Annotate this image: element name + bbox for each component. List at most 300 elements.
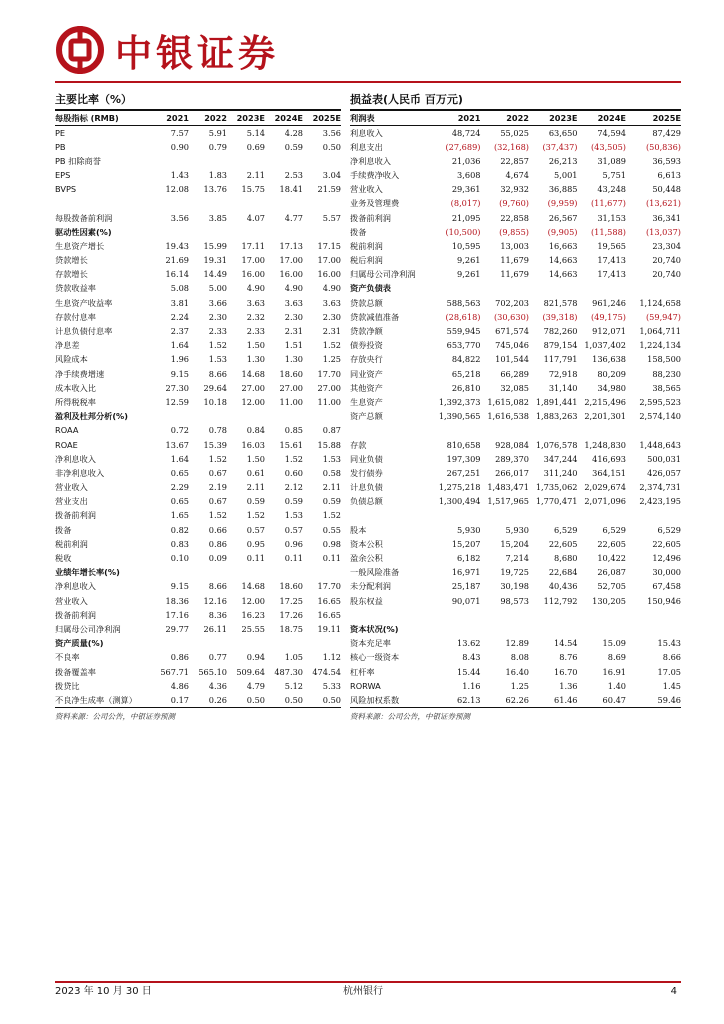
cell-value: 14.68 xyxy=(241,581,265,592)
cell-value: 2,374,731 xyxy=(639,482,681,493)
cell-value xyxy=(481,608,530,622)
row-label: 净息差 xyxy=(55,340,80,351)
table-row xyxy=(350,423,681,437)
cell-value: 1,076,578 xyxy=(535,439,578,450)
cell-value: 8.08 xyxy=(510,652,529,663)
row-label: 负债总额 xyxy=(350,496,383,507)
cell-value: 3,608 xyxy=(457,169,481,180)
cell-value: 426,057 xyxy=(647,467,681,478)
cell-value: 27.00 xyxy=(279,382,303,393)
cell-value: 17.05 xyxy=(657,666,681,677)
cell-value: 14.68 xyxy=(241,368,265,379)
column-header-year: 2021 xyxy=(432,111,481,126)
cell-value xyxy=(265,409,303,423)
table-row xyxy=(350,182,681,196)
cell-value: 27.00 xyxy=(241,382,265,393)
cell-value: 59.46 xyxy=(626,693,681,708)
row-label: 拨贷比 xyxy=(55,680,80,691)
cell-value: 0.50 xyxy=(265,693,303,708)
column-header-year: 2024E xyxy=(265,111,303,126)
cell-value: (13,621) xyxy=(645,198,681,209)
cell-value: 0.86 xyxy=(208,538,227,549)
cell-value: 0.67 xyxy=(208,467,227,478)
cell-value xyxy=(189,636,227,650)
cell-value: 2,201,301 xyxy=(584,411,626,422)
section-header-row xyxy=(55,225,341,239)
row-label: 风险成本 xyxy=(55,354,88,365)
cell-value: 3.63 xyxy=(322,297,341,308)
table-row xyxy=(350,239,681,253)
table-row xyxy=(55,693,341,708)
income-statement-table xyxy=(350,111,681,708)
cell-value: 1.53 xyxy=(208,354,227,365)
cell-value: 1.36 xyxy=(559,680,578,691)
row-label: 归属母公司净利润 xyxy=(350,269,416,280)
row-label: 生息资产 xyxy=(350,396,383,407)
cell-value: 0.57 xyxy=(246,524,265,535)
table-row xyxy=(350,367,681,381)
column-header-year: 2021 xyxy=(151,111,189,126)
table-row xyxy=(55,253,341,267)
cell-value: 0.98 xyxy=(322,538,341,549)
table-row xyxy=(55,679,341,693)
table-row xyxy=(350,466,681,480)
row-label: 营业收入 xyxy=(55,482,88,493)
cell-value: 0.58 xyxy=(322,467,341,478)
row-label: ROAE xyxy=(55,439,78,450)
cell-value: (9,959) xyxy=(547,198,578,209)
cell-value: (27,689) xyxy=(445,141,481,152)
cell-value: 364,151 xyxy=(592,467,626,478)
table-row xyxy=(55,466,341,480)
row-label: 资产负债表 xyxy=(350,283,391,294)
cell-value: 5,001 xyxy=(554,169,578,180)
cell-value: 1,037,402 xyxy=(584,340,626,351)
cell-value: 1,300,494 xyxy=(438,496,481,507)
cell-value: 15.44 xyxy=(457,666,481,677)
cell-value: 2,574,140 xyxy=(639,411,681,422)
cell-value: 90,071 xyxy=(451,595,481,606)
table-row xyxy=(350,452,681,466)
cell-value: (11,677) xyxy=(590,198,626,209)
cell-value: 0.11 xyxy=(322,553,341,564)
cell-value: (13,037) xyxy=(645,226,681,237)
cell-value: 30,000 xyxy=(652,567,681,578)
cell-value xyxy=(151,636,189,650)
cell-value: 5.08 xyxy=(170,283,189,294)
cell-value xyxy=(265,196,303,210)
table-row xyxy=(55,154,341,168)
cell-value xyxy=(189,409,227,423)
table-row xyxy=(55,664,341,678)
table-row xyxy=(55,395,341,409)
cell-value: 16.03 xyxy=(241,439,265,450)
cell-value xyxy=(578,508,627,522)
cell-value xyxy=(151,154,189,168)
cell-value xyxy=(303,196,341,210)
cell-value xyxy=(432,622,481,636)
cell-value: 26.11 xyxy=(203,623,227,634)
table-row xyxy=(350,608,681,622)
row-label: 同业资产 xyxy=(350,368,383,379)
cell-value xyxy=(432,608,481,622)
cell-value: 4.36 xyxy=(208,680,227,691)
row-label: 税前利润 xyxy=(350,240,383,251)
cell-value: 13.62 xyxy=(457,638,481,649)
table-row xyxy=(350,409,681,423)
cell-value: 21,036 xyxy=(451,155,481,166)
table-row xyxy=(350,679,681,693)
cell-value: 12,496 xyxy=(652,553,681,564)
row-label: 利息收入 xyxy=(350,127,383,138)
cell-value: 1.53 xyxy=(322,453,341,464)
cell-value: 34,980 xyxy=(597,382,626,393)
row-label: 拨备前利润 xyxy=(55,609,96,620)
row-label: 贷款净额 xyxy=(350,326,383,337)
cell-value: 0.11 xyxy=(284,553,303,564)
cell-value: 961,246 xyxy=(592,297,626,308)
table-row xyxy=(350,395,681,409)
section-header-row xyxy=(55,565,341,579)
row-label xyxy=(350,423,432,437)
cell-value xyxy=(481,508,530,522)
cell-value: 15.39 xyxy=(203,439,227,450)
row-label: 存放央行 xyxy=(350,354,383,365)
cell-value: 18.41 xyxy=(279,184,303,195)
cell-value: 16,663 xyxy=(548,240,578,251)
cell-value: 1.25 xyxy=(322,354,341,365)
cell-value: 4,674 xyxy=(505,169,529,180)
table-row xyxy=(350,508,681,522)
cell-value: 36,341 xyxy=(652,212,681,223)
cell-value: 1.96 xyxy=(170,354,189,365)
cell-value: 2.24 xyxy=(170,311,189,322)
table-row xyxy=(55,551,341,565)
cell-value: 12.89 xyxy=(505,638,529,649)
cell-value xyxy=(529,281,578,295)
cell-value: 55,025 xyxy=(500,127,529,138)
row-label: 贷款减值准备 xyxy=(350,311,400,322)
cell-value: 17.15 xyxy=(317,240,341,251)
cell-value: 1.12 xyxy=(322,652,341,663)
cell-value: 8.66 xyxy=(208,581,227,592)
row-label xyxy=(350,508,432,522)
cell-value: 19.31 xyxy=(203,255,227,266)
cell-value xyxy=(265,225,303,239)
cell-value: 60.47 xyxy=(578,693,627,708)
cell-value: 500,031 xyxy=(647,453,681,464)
cell-value: 11,679 xyxy=(500,269,529,280)
cell-value: 18.75 xyxy=(279,623,303,634)
table-row xyxy=(55,281,341,295)
cell-value: 1,517,965 xyxy=(487,496,529,507)
cell-value: (49,175) xyxy=(590,311,626,322)
cell-value: 10,422 xyxy=(597,553,626,564)
table-row xyxy=(55,423,341,437)
cell-value: 1.52 xyxy=(284,453,303,464)
cell-value: 14,663 xyxy=(548,269,578,280)
column-header-year: 2023E xyxy=(227,111,265,126)
cell-value: 26,567 xyxy=(548,212,578,223)
cell-value: 17.26 xyxy=(279,609,303,620)
cell-value xyxy=(227,225,265,239)
cell-value: 0.96 xyxy=(284,538,303,549)
row-label: 净利息收入 xyxy=(55,453,96,464)
cell-value: (10,500) xyxy=(445,226,481,237)
table-row xyxy=(350,565,681,579)
table-row xyxy=(55,367,341,381)
cell-value: 0.10 xyxy=(170,553,189,564)
cell-value: 12.08 xyxy=(165,184,189,195)
row-label: 拨备 xyxy=(55,524,72,535)
cell-value: 67,458 xyxy=(652,581,681,592)
cell-value: 6,613 xyxy=(657,169,681,180)
row-label: 拨备前利润 xyxy=(350,212,391,223)
cell-value: 101,544 xyxy=(495,354,529,365)
table-row xyxy=(55,452,341,466)
cell-value: 0.59 xyxy=(284,496,303,507)
cell-value: 0.59 xyxy=(322,496,341,507)
table-row xyxy=(350,636,681,650)
row-label: 所得税税率 xyxy=(55,396,96,407)
table-row xyxy=(350,480,681,494)
cell-value: (9,855) xyxy=(499,226,529,237)
cell-value: 136,638 xyxy=(592,354,626,365)
cell-value: 5.12 xyxy=(284,680,303,691)
cell-value: 2,595,523 xyxy=(639,396,681,407)
table-row xyxy=(350,296,681,310)
cell-value: 20,740 xyxy=(652,255,681,266)
cell-value: 559,945 xyxy=(446,326,481,337)
cell-value: 7,214 xyxy=(505,553,529,564)
cell-value: 0.66 xyxy=(208,524,227,535)
cell-value: 22,857 xyxy=(500,155,529,166)
cell-value: 38,565 xyxy=(652,382,681,393)
header-rule xyxy=(55,81,681,83)
cell-value: 19,565 xyxy=(597,240,626,251)
cell-value: 15.43 xyxy=(657,638,681,649)
cell-value: 7.57 xyxy=(170,127,189,138)
cell-value: 5.00 xyxy=(208,283,227,294)
cell-value: 416,693 xyxy=(592,453,626,464)
table-row xyxy=(350,196,681,210)
cell-value: 16.00 xyxy=(241,269,265,280)
cell-value: 1.25 xyxy=(510,680,529,691)
cell-value: 2.30 xyxy=(284,311,303,322)
cell-value: 1.52 xyxy=(322,340,341,351)
cell-value: 8,680 xyxy=(554,553,578,564)
cell-value: 2.33 xyxy=(208,326,227,337)
column-header-year: 2022 xyxy=(481,111,530,126)
cell-value xyxy=(151,409,189,423)
cell-value: 0.60 xyxy=(284,467,303,478)
row-label: 股东权益 xyxy=(350,595,383,606)
row-label xyxy=(55,196,151,210)
cell-value xyxy=(151,196,189,210)
row-label: 计息负债付息率 xyxy=(55,326,113,337)
ratios-title: 主要比率（%） xyxy=(55,93,133,106)
cell-value: 84,822 xyxy=(451,354,481,365)
cell-value: 1.45 xyxy=(662,680,681,691)
cell-value: 1.64 xyxy=(170,453,189,464)
cell-value xyxy=(189,196,227,210)
column-header-year: 2025E xyxy=(626,111,681,126)
cell-value: 0.55 xyxy=(322,524,341,535)
cell-value: 2.19 xyxy=(208,482,227,493)
cell-value: 21.69 xyxy=(165,255,189,266)
cell-value xyxy=(529,622,578,636)
cell-value: 22,684 xyxy=(548,567,578,578)
cell-value: 16.00 xyxy=(279,269,303,280)
cell-value: 5.57 xyxy=(322,212,341,223)
row-label: 不良净生成率（测算） xyxy=(55,693,151,708)
row-label: 杠杆率 xyxy=(350,666,375,677)
cell-value: 2.53 xyxy=(284,169,303,180)
cell-value: (39,318) xyxy=(542,311,578,322)
cell-value: 50,448 xyxy=(652,184,681,195)
cell-value: 18.36 xyxy=(165,595,189,606)
cell-value: 912,071 xyxy=(592,326,626,337)
table-row xyxy=(55,324,341,338)
row-label: 营业收入 xyxy=(350,184,383,195)
cell-value: 16.70 xyxy=(554,666,578,677)
cell-value: 0.65 xyxy=(170,496,189,507)
cell-value: 8.76 xyxy=(559,652,578,663)
cell-value: 2.30 xyxy=(208,311,227,322)
cell-value: 3.04 xyxy=(322,169,341,180)
cell-value: 821,578 xyxy=(543,297,578,308)
cell-value: (59,947) xyxy=(645,311,681,322)
cell-value: 14,663 xyxy=(548,255,578,266)
row-label: 税后利润 xyxy=(350,255,383,266)
cell-value: 0.86 xyxy=(170,652,189,663)
cell-value: 30,198 xyxy=(500,581,529,592)
table-row xyxy=(55,594,341,608)
row-label: 利息支出 xyxy=(350,141,383,152)
cell-value xyxy=(227,196,265,210)
cell-value: 2,029,674 xyxy=(584,482,626,493)
table-row xyxy=(350,253,681,267)
cell-value: 1.30 xyxy=(246,354,265,365)
row-label: 营业支出 xyxy=(55,496,88,507)
cell-value: 17.11 xyxy=(241,240,265,251)
cell-value: (30,630) xyxy=(493,311,529,322)
cell-value: 12.16 xyxy=(203,595,227,606)
cell-value xyxy=(626,508,681,522)
cell-value: 5,930 xyxy=(505,524,529,535)
cell-value: 22,605 xyxy=(597,538,626,549)
cell-value: 4.86 xyxy=(170,680,189,691)
row-label: 拨备前利润 xyxy=(55,510,96,521)
cell-value: 5.14 xyxy=(246,127,265,138)
cell-value: 22,605 xyxy=(652,538,681,549)
cell-value: 1,770,471 xyxy=(535,496,578,507)
cell-value: 4.90 xyxy=(322,283,341,294)
row-label: 资本状况(%) xyxy=(350,623,399,634)
cell-value: 15,204 xyxy=(500,538,529,549)
table-row xyxy=(350,650,681,664)
cell-value: 0.61 xyxy=(246,467,265,478)
cell-value: 266,017 xyxy=(495,467,529,478)
cell-value: 8.36 xyxy=(208,609,227,620)
cell-value: 1.43 xyxy=(170,169,189,180)
cell-value: 17.70 xyxy=(317,581,341,592)
cell-value: 17.13 xyxy=(279,240,303,251)
table-row xyxy=(55,650,341,664)
cell-value: 0.72 xyxy=(170,425,189,436)
row-label: 拨备 xyxy=(350,226,367,237)
table-row xyxy=(55,338,341,352)
table-row xyxy=(350,310,681,324)
cell-value xyxy=(303,154,341,168)
column-header-year: 2023E xyxy=(529,111,578,126)
cell-value: 19.11 xyxy=(317,623,341,634)
cell-value: 347,244 xyxy=(543,453,578,464)
row-label: 盈利及杜邦分析(%) xyxy=(55,411,129,422)
cell-value: 0.59 xyxy=(246,496,265,507)
cell-value: 29.64 xyxy=(203,382,227,393)
cell-value: 8.66 xyxy=(208,368,227,379)
cell-value: 0.09 xyxy=(208,553,227,564)
cell-value: 653,770 xyxy=(446,340,481,351)
income-statement-panel xyxy=(350,93,681,723)
cell-value xyxy=(481,622,530,636)
row-label: 驱动性因素(%) xyxy=(55,226,112,237)
row-label: 业绩年增长率(%) xyxy=(55,567,120,578)
cell-value: 20,740 xyxy=(652,269,681,280)
cell-value: 130,205 xyxy=(592,595,626,606)
cell-value: 88,230 xyxy=(652,368,681,379)
table-row xyxy=(55,296,341,310)
table-header-row xyxy=(55,111,341,126)
cell-value: 1.16 xyxy=(462,680,481,691)
cell-value: 4.77 xyxy=(284,212,303,223)
cell-value: 6,529 xyxy=(554,524,578,535)
table-row xyxy=(350,579,681,593)
cell-value: 9,261 xyxy=(457,269,481,280)
row-label: 贷款增长 xyxy=(55,255,88,266)
cell-value: 567.71 xyxy=(160,666,189,677)
cell-value xyxy=(578,281,627,295)
cell-value: 5.33 xyxy=(322,680,341,691)
table-row xyxy=(55,140,341,154)
table-row xyxy=(55,508,341,522)
cell-value: 197,309 xyxy=(446,453,481,464)
cell-value: 15.09 xyxy=(602,638,626,649)
cell-value: 17.70 xyxy=(317,368,341,379)
cell-value: 16.23 xyxy=(241,609,265,620)
cell-value: 43,248 xyxy=(597,184,626,195)
cell-value: 1,248,830 xyxy=(584,439,626,450)
cell-value: 0.79 xyxy=(208,141,227,152)
cell-value: 1,616,538 xyxy=(487,411,529,422)
section-header-row xyxy=(350,622,681,636)
row-label: PB 扣除商誉 xyxy=(55,155,101,166)
table-row xyxy=(55,437,341,451)
cell-value: 1,891,441 xyxy=(535,396,578,407)
cell-value xyxy=(432,281,481,295)
cell-value: 2.32 xyxy=(246,311,265,322)
cell-value: 40,436 xyxy=(548,581,578,592)
cell-value xyxy=(626,281,681,295)
cell-value: 158,500 xyxy=(647,354,681,365)
cell-value: 0.95 xyxy=(246,538,265,549)
cell-value: 1.50 xyxy=(246,340,265,351)
cell-value: 879,154 xyxy=(543,340,578,351)
cell-value: 671,574 xyxy=(495,326,529,337)
cell-value: (9,905) xyxy=(547,226,578,237)
cell-value: 4.90 xyxy=(246,283,265,294)
